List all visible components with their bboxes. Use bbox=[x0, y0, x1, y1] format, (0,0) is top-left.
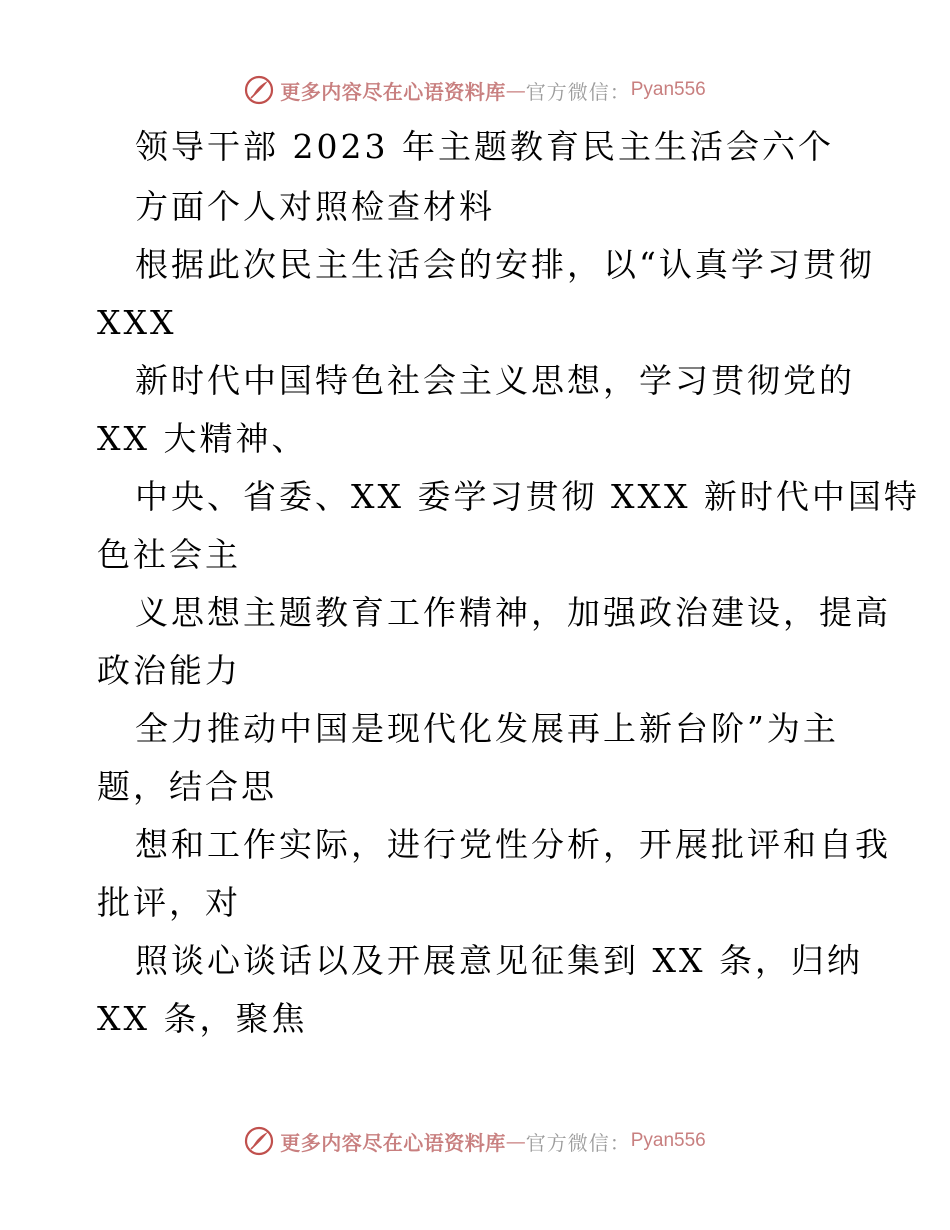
paragraph-line: 想和工作实际，进行党性分析，开展批评和自我 bbox=[135, 825, 891, 864]
paragraph-line: XXX bbox=[97, 303, 177, 342]
paragraph-line: 题，结合思 bbox=[97, 767, 277, 806]
title-line-1: 领导干部 2023 年主题教育民主生活会六个 bbox=[135, 127, 834, 166]
footer-watermark bbox=[0, 1121, 950, 1161]
paragraph-line: 色社会主 bbox=[97, 535, 241, 574]
paragraph-line: XX 大精神、 bbox=[97, 419, 308, 458]
paragraph-line: 义思想主题教育工作精神，加强政治建设，提高 bbox=[135, 593, 891, 632]
watermark-brand: 更多内容尽在心语资料库 bbox=[280, 79, 506, 104]
title-line-2: 方面个人对照检查材料 bbox=[135, 187, 495, 226]
watermark-dash: — bbox=[505, 1129, 526, 1153]
paragraph-line: 根据此次民主生活会的安排，以“认真学习贯彻 bbox=[135, 245, 875, 284]
watermark-wechat-id: Pyan556 bbox=[630, 1130, 706, 1151]
paragraph-line: 政治能力 bbox=[97, 651, 241, 690]
paragraph-line: 中央、省委、XX 委学习贯彻 XXX 新时代中国特 bbox=[135, 477, 920, 516]
paragraph-line: 批评，对 bbox=[97, 883, 241, 922]
quill-logo-icon bbox=[244, 75, 274, 105]
watermark-wechat-id: Pyan556 bbox=[630, 79, 706, 100]
quill-logo-icon bbox=[244, 1126, 274, 1156]
watermark-dash: — bbox=[505, 78, 526, 102]
watermark-brand: 更多内容尽在心语资料库 bbox=[280, 1130, 506, 1155]
header-watermark bbox=[0, 70, 950, 110]
paragraph-line: 全力推动中国是现代化发展再上新台阶”为主 bbox=[135, 709, 839, 748]
watermark-official-label: 官方微信： bbox=[525, 1130, 631, 1155]
paragraph-line: 新时代中国特色社会主义思想，学习贯彻党的 bbox=[135, 361, 855, 400]
watermark-official-label: 官方微信： bbox=[525, 79, 631, 104]
paragraph-line: 照谈心谈话以及开展意见征集到 XX 条，归纳 bbox=[135, 941, 863, 980]
paragraph-line: XX 条，聚焦 bbox=[97, 999, 308, 1038]
